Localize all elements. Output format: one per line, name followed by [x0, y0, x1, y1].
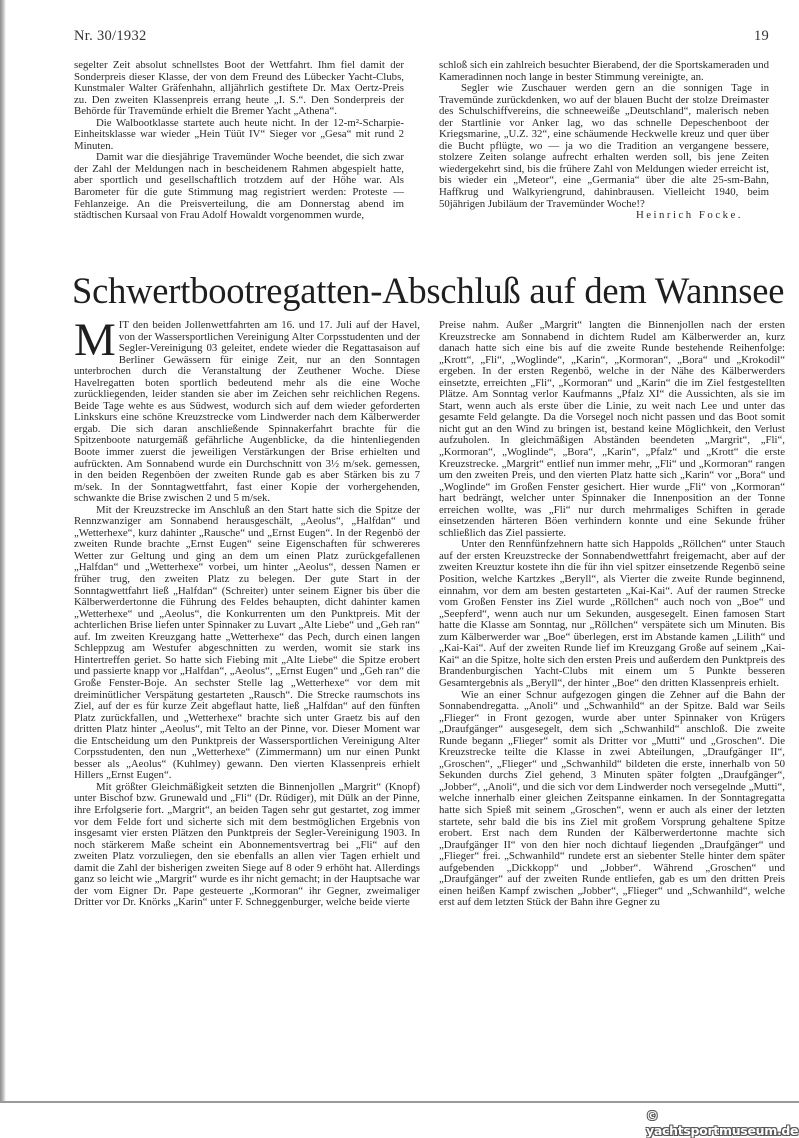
article-right-column	[439, 320, 785, 909]
paragraph: Mit der Kreuzstrecke im Anschluß an den Start hatte sich die Spitze der Rennzwanziger am Sonnabend herausgeschält, „Aeolus“, „Halfdan“ und „Wetterhexe“, kurz dahinter „Rausche“ und „Ernst Eugen“. In der Regenbö der zweiten Runde brachte „Ernst Eugen“ seine Eigenschaften für schwereres Wetter zur Geltung und ging an dem um einen Platz zurückgefallenen „Halfdan“ und „Wetterhexe“ vorbei, um hinter „Aeolus“, dessen Namen er früher trug, den zweiten Platz zu belegen. Der gute Start in der Sonntagwettfahrt ließ „Halfdan“ (Schreiter) unter seinem Eigner bis über die Kälberwerdertonne die Führung des Feldes behaupten, dicht dahinter kamen „Wetterhexe“ und „Aeolus“, die Konkurrenten um den Punktpreis. Mit der achterlichen Brise liefen unter Spinnaker zu Luvart „Alte Liebe“ und „Geh ran“ auf. Im zweiten Kreuzgang hatte „Wetterhexe“ das Pech, durch einen langen Schleppzug am Westufer abgeschnitten zu werden, womit sie stark ins Hintertreffen geriet. So hatte sich Fiebing mit „Alte Liebe“ die Spitze erobert und passierte knapp vor „Halfdan“, „Aeolus“, „Ernst Eugen“ und „Geh ran“ die Große Fenster-Boje. An sechster Stelle lag „Wetterhexe“ vor dem mit dreiminütlicher Verspätung gestarteten „Rausch“. Die Strecke raumschots ins Ziel, auf der es für kurze Zeit abgeflaut hatte, ließ „Halfdan“ auf den fünften Platz zurückfallen, und „Wetterhexe“ brachte sich unter Graetz bis auf den dritten Platz hinter „Aeolus“, mit Telto an der Pinne, vor. Dieser Moment war die Entscheidung um den Punktpreis der Wassersportlichen Vereinigung Alter Corpsstudenten, den nun „Wetterhexe“ (Zimmermann) um nur einen Punkt besser als „Aeolus“ (Kuhlmey) gewann. Den vierten Klassenpreis erhielt Hillers „Ernst Eugen“.	[74, 503, 420, 782]
previous-article-left-column	[74, 60, 404, 222]
paragraph: Mit größter Gleichmäßigkeit setzten die Binnenjollen „Margrit“ (Knopf) unter Bischof bzw. Grunewald und „Fli“ (Dr. Rüdiger), mit Dülk an der Pinne, ihre Erfolgserie fort. „Margrit“, an beiden Tagen sehr gut gestartet, zog immer vor dem Felde fort und sicherte sich mit dem bestmöglichen Ergebnis von insgesamt vier ersten Plätzen den Punktpreis der Segler-Vereinigung 1903. In noch stärkerem Maße scheint ein Abonnementsvertrag bei „Fli“ auf den zweiten Platz vorzuliegen, den sie ebenfalls an allen vier Tagen erhielt und damit die Zahl der bisherigen zweiten Siege auf 8 oder 9 erhöht hat. Allerdings ganz so leicht wie „Margrit“ wurde es ihr nicht gemacht; in der Hauptsache war der vom Eigner Dr. Pape gesteuerte „Kormoran“ ihr Gegner, zweimaliger Dritter vor Dr. Knörks „Karin“ unter F. Schneggenburger, welche beide vierte	[74, 780, 420, 909]
issue-number: Nr. 30/1932	[74, 28, 147, 44]
paragraph: Unter den Rennfünfzehnern hatte sich Happolds „Röllchen“ unter Stauch auf der ersten Kreuzstrecke der Sonnabendwettfahrt freigemacht, aber auf der zweiten Kreuztur kostete ihn die für ihn viel spitzer einsetzende Regenbö seine Position, welche Kartzkes „Beryll“, als Vierter die zweite Runde beginnend, einnahm, vor dem am besten gestarteten „Kai-Kai“. Auf der raumen Strecke vom Großen Fenster ins Ziel wurde „Röllchen“ auch noch von „Boe“ und „Seepferd“, wenn auch nur um Sekunden, ausgesegelt. Einen famosen Start hatte die Klasse am Sonntag, nur „Röllchen“ verspätete sich um Minuten. Bis zum Kälberwerder war „Boe“ überlegen, erst im Abstande kamen „Lilith“ und „Kai-Kai“. Auf der zweiten Runde lief im Kreuzgang Große auf seinem „Kai-Kai“ an die Spitze, holte sich den ersten Preis und außerdem den Punktpreis des Brandenburgischen Yacht-Clubs mit einem um 5 Punkte besseren Gesamtergebnis als „Beryll“, der hinter „Boe“ den dritten Klassenpreis erhielt.	[439, 538, 785, 689]
page-number: 19	[754, 28, 770, 44]
paragraph-text: IT den beiden Jollenwettfahrten am 16. und 17. Juli auf der Havel, von der Wassersportlichen Vereinigung Alter Corpsstudenten und der Segler-Vereinigung 03 geleitet, endete wieder die Regattasaison auf Berliner Gewässern für einige Zeit, nur an den Sonntagen unterbrochen durch die Veranstaltung der Zeuthener Woche. Diese Havelregatten boten sportlich bedeutend mehr als die eine Woche zurückliegenden, leider standen sie aber im Zeichen sehr reichlichen Regens. Beide Tage wehte es aus Südwest, wodurch sich auf dem wieder geforderten Linkskurs eine schöne Kreuzstrecke vom Lindwerder nach dem Kälberwerder ergab. Die sich daran anschließende Spinnakerfahrt brachte für die Spitzenboote naturgemäß gefährliche Augenblicke, da die hintenliegenden Boote immer zuerst die jeweiligen Verstärkungen der Brise erhielten und aufrückten. Am Sonnabend wurde ein Durchschnitt von 3½ m/sek. gemessen, in den beiden Regenböen der zweiten Runde gab es aber Stärken bis zu 7 m/sek. In der Sonntagwettfahrt, fast einer Kopie der vorhergehenden, schwankte die Brise zwischen 2 und 5 m/sek.	[74, 319, 420, 505]
paragraph: Damit war die diesjährige Travemünder Woche beendet, die sich zwar der Zahl der Meldungen nach in bescheidenem Rahmen abgespielt hatte, aber sportlich und gesellschaftlich trotzdem auf der Höhe war. Als Barometer für die gute Stimmung mag registriert werden: Proteste — Fehlanzeige. An die Preisverteilung, die am Donnerstag abend im städtischen Kursaal von Frau Adolf Howaldt vorgenommen wurde,	[74, 151, 404, 222]
paragraph	[74, 314, 420, 505]
paragraph: segelter Zeit absolut schnellstes Boot der Wettfahrt. Ihm fiel damit der Sonderpreis dieser Klasse, der von dem Freund des Lübecker Yacht-Clubs, Kunstmaler Walter Gräfenhahn, alljährlich gestiftete Dr. Max Oertz-Preis zu. Den zweiten Klassenpreis errang heute „I. S.“. Den Sonderpreis der Behörde für Travemünde erhielt die Bremer Yacht „Athena“.	[74, 59, 404, 118]
article-headline: Schwertbootregatten-Abschluß auf dem Wannsee	[72, 270, 785, 311]
paragraph	[439, 82, 769, 222]
page-edge-shadow	[0, 0, 6, 1103]
article-left-column	[74, 314, 420, 909]
author-signature: Heinrich Focke.	[635, 209, 743, 222]
copyright-watermark: © yachtsportmuseum.de	[646, 1108, 799, 1138]
page-bottom-edge	[0, 1101, 799, 1103]
drop-cap: M	[74, 314, 116, 366]
paragraph: Preise nahm. Außer „Margrit“ langten die Binnenjollen nach der ersten Kreuzstrecke am Sonnabend in dichtem Rudel am Kälberwerder an, kurz danach hatte sich eine bis auf die zweite Runde bestehende Reihenfolge: „Krott“, „Fli“, „Woglinde“, „Karin“, „Kormoran“, „Bora“ und „Krokodil“ ergeben. In der ersten Regenbö, welche in der Nähe des Kälberwerders einsetzte, erreichten „Fli“, „Kormoran“ und „Karin“ die im Ziel festgestellten Plätze. Am Sonntag verlor Kaufmanns „Pfalz XI“ die Aussichten, als sie im Start, wenn auch als erste über die Linie, zu weit nach Lee und unter das gesamte Feld gelangte. Da die Vorsegel noch nicht passen und das Boot somit nicht gut an den Wind zu bringen ist, bestand keine Möglichkeit, den Verlust aufzuholen. In gleichmäßigen Abständen beendeten „Margrit“, „Fli“, „Kormoran“, „Woglinde“, „Bora“, „Karin“, „Pfalz“ und „Krott“ die erste Kreuzstrecke. „Margrit“ entlief nun immer mehr, „Fli“ und „Kormoran“ rangen um den zweiten Preis, und den vierten Platz hatte sich „Karin“ vor „Bora“ und „Woglinde“ im Großen Fenster gesichert. Hier wurde „Fli“ von „Kormoran“ hart bedrängt, welcher unter Spinnaker die Innenposition an der Tonne erreichen wollte, was „Fli“ nur durch mehrmaliges Schiften in gerade einsetzenden härteren Böen verhindern konnte und eine Sekunde früher schließlich das Ziel passierte.	[439, 319, 785, 539]
paragraph: Wie an einer Schnur aufgezogen gingen die Zehner auf die Bahn der Sonnabendregatta. „Anoli“ und „Schwanhild“ an der Spitze. Bald war Seils „Flieger“ in Front gezogen, wurde aber unter Spinnaker von Krügers „Draufgänger“ ausgesegelt, dem sich „Schwanhild“ anschloß. Die zweite Runde begann „Flieger“ somit als Dritter vor „Mutti“ und „Groschen“. Die Kreuzstrecke teilte die Klasse in zwei Abteilungen, „Draufgänger II“, „Groschen“, „Flieger“ und „Schwanhild“ bildeten die erste, innerhalb von 50 Sekunden durchs Ziel gehend, 3 Minuten später folgten „Draufgänger“, „Jobber“, „Anoli“, und die sich vor dem Lindwerder noch versegelnde „Mutti“, welche innerhalb einer gleichen Zeitspanne einkamen. In der Sonntagregatta hatte sich Spieß mit seinem „Groschen“, wenn er auch als einer der letzten startete, sehr bald die bis ins Ziel mit großem Vorsprung gehaltene Spitze erobert. Erst nach dem Runden der Kälberwerdertonne machte sich „Draufgänger II“ von den hier noch dichtauf liegenden „Draufgänger“ und „Flieger“ frei. „Schwanhild“ rundete erst an siebenter Stelle hinter dem später aufgebenden „Dickkopp“ und „Jobber“. Während „Groschen“ und „Draufgänger“ auf der zweiten Runde entliefen, gab es um den dritten Preis einen heißen Kampf zwischen „Jobber“, „Flieger“ und „Schwanhild“, welche erst auf dem letzten Stück der Bahn ihre Gegner zu	[439, 688, 785, 909]
paragraph: schloß sich ein zahlreich besuchter Bierabend, der die Sportskameraden und Kameradinnen noch lange in bester Stimmung vereinigte, an.	[439, 59, 769, 83]
paragraph-text: Segler wie Zuschauer werden gern an die sonnigen Tage in Travemünde zurückdenken, wo auf der blauen Bucht der stolze Dreimaster des Schulschiffvereins, die schneeweiße „Deutschland“, malerisch neben der Startlinie vor Anker lag, wo das schnelle Depeschenboot der Kriegsmarine, „U.Z. 32“, eine schäumende Heckwelle kreuz und quer über die Bucht pflügte, wo — ja wo die Tradition an vergangene bessere, stolzere Zeiten solange aufrecht erhalten werden soll, bis jene Zeiten wiedergekehrt sind, bis die frühere Zahl von Meldungen wieder erreicht ist, bis wieder ein „Meteor“, eine „Germania“ über die alte 25-sm-Bahn, Haffkrug und Walkyriengrund, dahinbrausen. Vielleicht 1940, beim 50jährigen Jubiläum der Travemünder Woche!?	[439, 82, 769, 210]
paragraph: Die Walbootklasse startete auch heute nicht. In der 12-m²-Scharpie-Einheitsklasse war wieder „Hein Tüüt IV“ Sieger vor „Gesa“ mit rund 2 Minuten.	[74, 116, 404, 152]
previous-article-right-column	[439, 60, 769, 222]
